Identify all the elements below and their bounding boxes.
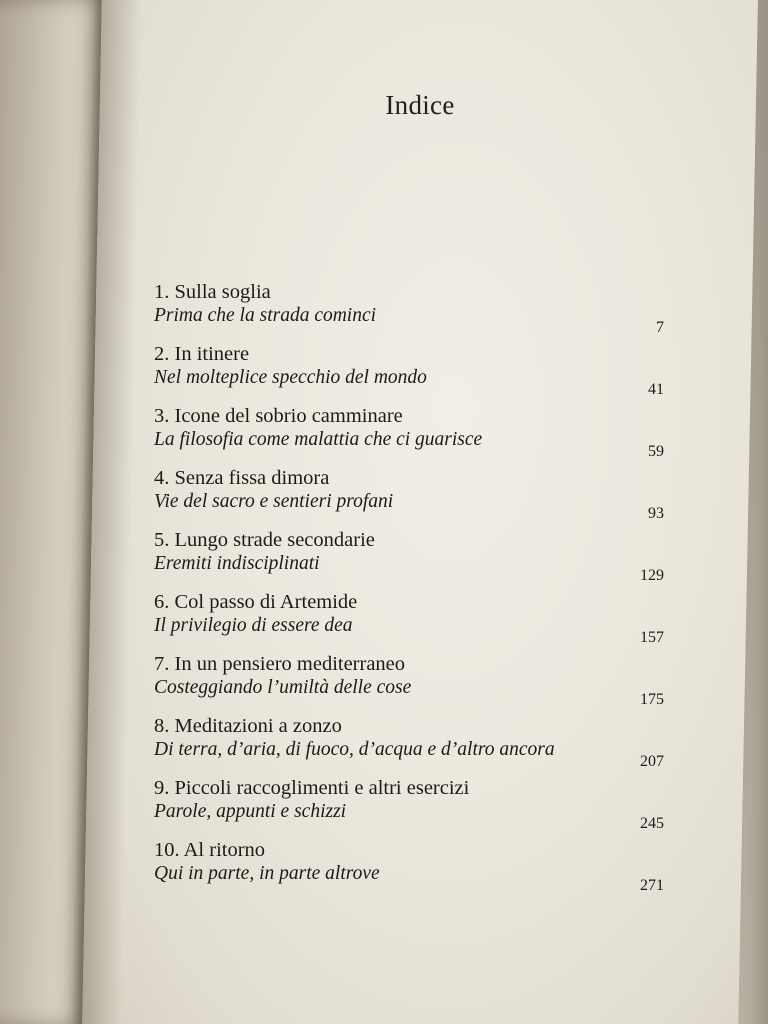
chapter-subtitle: Parole, appunti e schizzi — [154, 801, 347, 822]
toc-entry — [154, 838, 664, 900]
chapter-subtitle: Il privilegio di essere dea — [154, 615, 353, 636]
toc-entry — [154, 714, 664, 776]
page-title: Indice — [385, 90, 455, 120]
toc-entry — [154, 280, 664, 342]
chapter-heading: 7. In un pensiero mediterraneo — [154, 653, 406, 675]
page-number: 245 — [640, 815, 664, 832]
chapter-subtitle: La filosofia come malattia che ci guarisce — [154, 429, 483, 450]
page-number: 7 — [656, 319, 664, 336]
toc-entry — [154, 652, 664, 714]
page-number: 129 — [640, 567, 664, 584]
chapter-heading: 1. Sulla soglia — [154, 281, 271, 303]
chapter-subtitle: Eremiti indisciplinati — [154, 553, 320, 574]
page-number: 93 — [648, 505, 664, 522]
chapter-heading: 8. Meditazioni a zonzo — [154, 715, 342, 737]
page-number: 59 — [648, 443, 664, 460]
toc-entry — [154, 528, 664, 590]
book-page — [82, 0, 758, 1024]
chapter-subtitle: Qui in parte, in parte altrove — [154, 863, 380, 884]
chapter-heading: 4. Senza fissa dimora — [154, 467, 330, 489]
chapter-heading: 2. In itinere — [154, 343, 250, 365]
toc-entry — [154, 466, 664, 528]
chapter-subtitle: Costeggiando l’umiltà delle cose — [154, 677, 412, 698]
chapter-heading: 9. Piccoli raccoglimenti e altri esercizi — [154, 777, 470, 799]
chapter-heading: 5. Lungo strade secondarie — [154, 529, 375, 551]
chapter-subtitle: Vie del sacro e sentieri profani — [154, 491, 394, 513]
chapter-subtitle: Nel molteplice specchio del mondo — [154, 367, 427, 388]
toc-entry — [154, 404, 664, 466]
chapter-heading: 3. Icone del sobrio camminare — [154, 405, 403, 427]
page-number: 41 — [648, 381, 664, 398]
chapter-heading: 10. Al ritorno — [154, 839, 266, 861]
page-content — [92, 0, 748, 1024]
page-number: 271 — [640, 877, 664, 894]
page-number: 175 — [640, 691, 664, 708]
page-number: 157 — [640, 629, 664, 646]
toc-entry — [154, 776, 664, 838]
chapter-subtitle: Di terra, d’aria, di fuoco, d’acqua e d’altro ancora — [154, 739, 555, 760]
toc-entry — [154, 342, 664, 404]
table-of-contents — [154, 280, 664, 900]
toc-entry — [154, 590, 664, 652]
page-number: 207 — [640, 753, 664, 770]
chapter-subtitle: Prima che la strada cominci — [154, 305, 377, 326]
chapter-heading: 6. Col passo di Artemide — [154, 591, 358, 613]
